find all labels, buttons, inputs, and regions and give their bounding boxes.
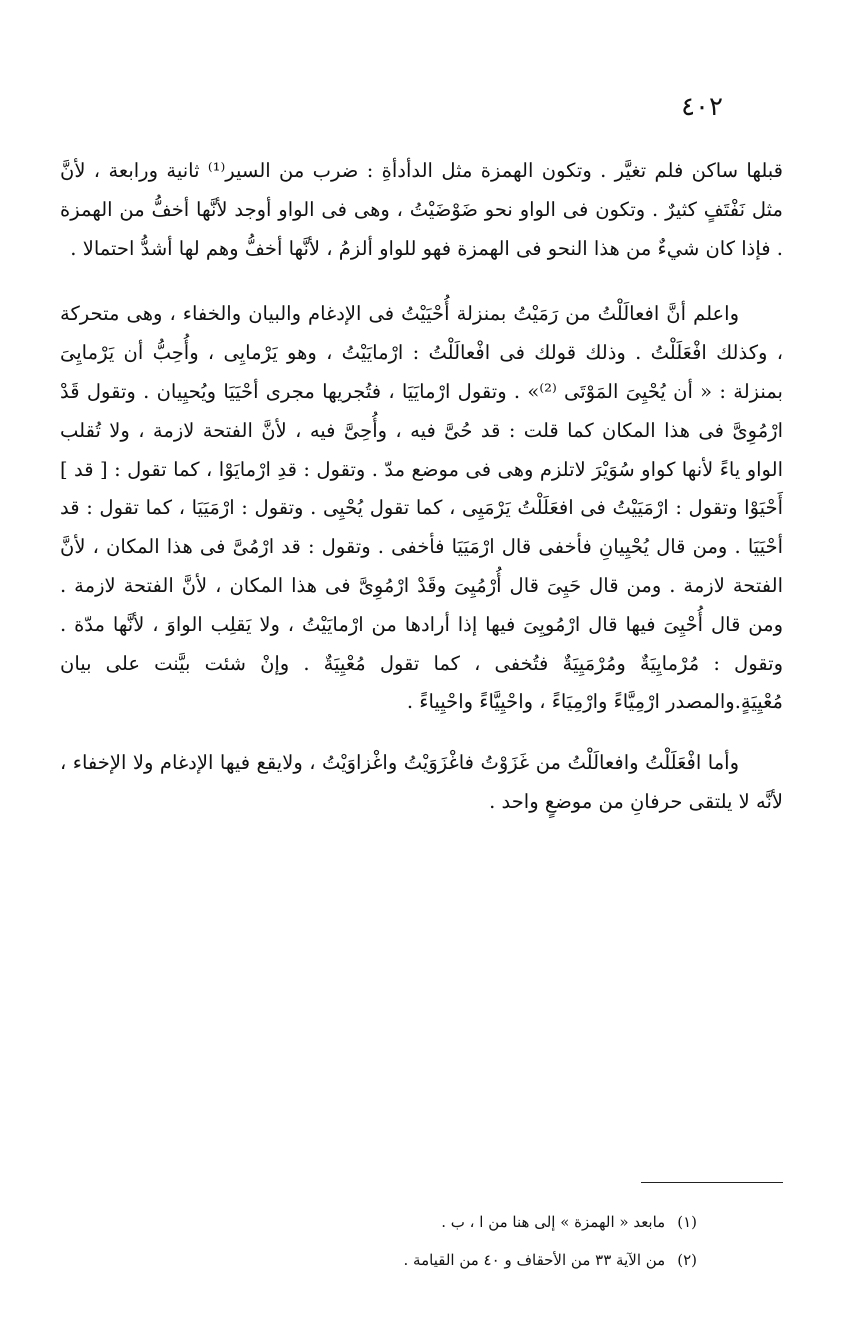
text-line: للواو ألزمُ ، لأنَّها أخفُّ وهم لها أشدُّ احتمالا . xyxy=(70,236,417,260)
footnote-text: مابعد « الهمزة » إلى هنا من ا ، ب . xyxy=(441,1213,666,1231)
text-line: لاتلزم وهى فى موضع مدّ . وتقول : قدِ ارْمايَوْا ، كما تقول : [ قد ] أَحْيَوْا xyxy=(60,457,784,520)
text-line: واعلم أنَّ افعالَلْتُ من رَمَيْتُ بمنزلة أُحْيَيْتُ فى الإدغام والبيان والخفاء ، xyxy=(162,302,739,326)
body-text xyxy=(60,152,783,822)
text-line: تقول : قد أحْيَيَا . ومن قال يُحْيِيانِ فأخفى قال ارْمَيَيَا فأخفى . وتقول : قد xyxy=(60,496,783,559)
text-line: وهى متحركة ، وكذلك افْعَلَلْتُ . وذلك قولك فى افْعالَلْتُ : ارْمايَيْتُ ، وهو xyxy=(60,302,783,365)
text-line: وأما افْعَلَلْتُ وافعالَلْتُ من غَزَوْتُ فاغْزَوَيْتُ واغْزاوَيْتُ ، ولايقع فيها xyxy=(213,751,740,775)
text-line: ورابعة ، لأنَّ مثل نَفْتَفٍ كثيرٌ . وتكون فى الواو نحو ضَوْضَيْتُ ، وهى فى xyxy=(60,159,783,221)
text-line: ارْمُوِىَّ فى هذا المكان ، لأنَّ الفتحة لازمة . ومن قال أُحْيِىَ فيها قال ارْمُويِىَ فيها xyxy=(60,573,783,636)
text-line: وتقول : ارْمَيَيْتُ فى افعَلَلْتُ يَرْمَيِى ، كما تقول يُحْيِى . وتقول : ارْمَيَيَا ، كما xyxy=(138,496,738,520)
text-line: إذا أرادها من ارْمايَيْتُ ، ولا يَقلِب الواوَ ، لأنَّها مدّة . وتقول : مُرْمايِيَةٌ xyxy=(60,612,783,675)
paragraph-1 xyxy=(60,152,783,268)
text-line: يَرْمايِى ، وأُحِبُّ أن يَرْمايِىَ بمنزلة : « أن يُحْيِىَ المَوْتَى ⁽²⁾» . وتقول ارْمايَيَا ، xyxy=(60,341,783,403)
text-line: ارْمِيَّاءً وارْمِيَاءً ، واحْيِيَّاءً واحْيِياءً . xyxy=(406,690,660,714)
paragraph-3 xyxy=(60,744,783,822)
paragraph-2 xyxy=(60,295,783,722)
footnotes xyxy=(60,1203,697,1279)
footnote-separator xyxy=(641,1182,783,1183)
text-line: الإدغام ولا الإخفاء ، لأنَّه لا يلتقى حرفانِ من موضعٍ واحد . xyxy=(60,751,783,813)
footnote-marker: (١) xyxy=(677,1213,697,1231)
footnote-marker: (٢) xyxy=(677,1251,697,1269)
footnote-1 xyxy=(60,1203,697,1241)
text-line: حُىَّ فيه ، وأُحِىَّ فيه ، لأنَّ الفتحة لازمة ، ولا تُقلب الواو ياءً لأنها كواو سُوَيْرَ xyxy=(60,418,783,481)
page-number: ٤٠٢ xyxy=(681,92,723,122)
text-line: قبلها ساكن فلم تغيَّر . وتكون الهمزة مثل الدأدأةِ : ضرب من السير⁽¹⁾ ثانية xyxy=(158,159,783,182)
text-line: ومُرْمَيِيَةٌ فتُخفى ، كما تقول مُعْيِيَةٌ . وإنْ شئت بيَّنت على بيان مُعْيِيَةٍ.والمصدر xyxy=(60,651,783,714)
footnote-2 xyxy=(60,1241,697,1279)
footnote-text: من الآية ٣٣ من الأحقاف و ٤٠ من القيامة . xyxy=(403,1251,666,1269)
text-line: فتُجريها مجرى أحْيَيَا ويُحيِيان . وتقول قَدْ ارْمُوِىَّ فى هذا المكان كما قلت : قد xyxy=(60,379,783,442)
text-line: ارْمُىَّ فى هذا المكان ، لأنَّ الفتحة لازمة . ومن قال حَيِىَ قال أُرْمُيِىَ وقَدْ xyxy=(60,535,783,597)
text-line: الواو أوجد لأنَّها أخفُّ من الهمزة . فإذا كان شيءٌ من هذا النحو فى الهمزة فهو xyxy=(60,197,783,260)
